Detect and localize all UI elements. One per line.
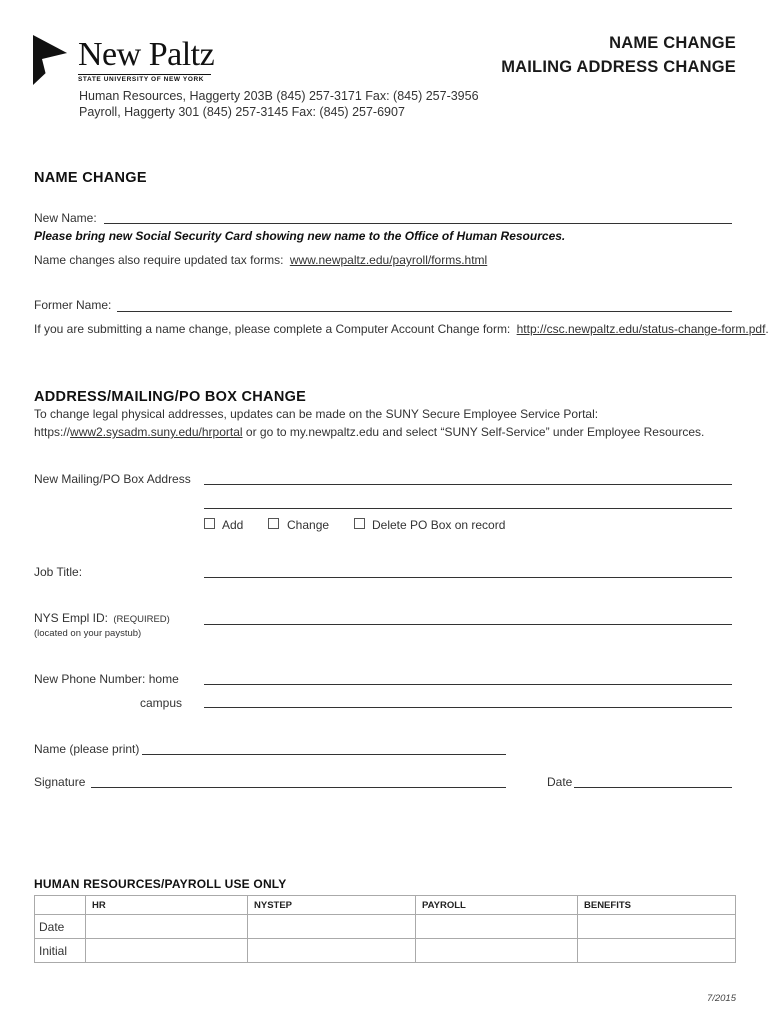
job-title-field[interactable] [204,577,732,578]
mailing-address-field-2[interactable] [204,508,732,509]
logo-name: New Paltz [78,36,215,73]
job-title-label: Job Title: [34,565,83,579]
name-change-heading: NAME CHANGE [34,170,147,186]
date-label: Date [547,775,573,789]
nystep-date-cell[interactable] [248,915,416,939]
column-hr: HR [86,896,248,915]
address-intro-line1: To change legal physical addresses, updates can be made on the SUNY Secure Employee Service Portal: [34,407,599,421]
computer-account-note [34,322,769,336]
office-use-corner [35,896,86,915]
phone-campus-label: campus [140,696,183,710]
print-name-field[interactable] [142,754,506,755]
payroll-contact: Payroll, Haggerty 301 (845) 257-3145 Fax: (845) 257-6907 [79,105,405,119]
payroll-initial-cell[interactable] [416,939,578,963]
payroll-date-cell[interactable] [416,915,578,939]
office-use-header-row [35,896,736,915]
add-option-label: Add [222,518,244,532]
hr-date-cell[interactable] [86,915,248,939]
column-payroll: PAYROLL [416,896,578,915]
date-field[interactable] [574,787,732,788]
tax-forms-link[interactable]: www.newpaltz.edu/payroll/forms.html [289,253,488,267]
change-option-label: Change [287,518,330,532]
logo-emblem-icon [33,35,67,85]
delete-po-box-label: Delete PO Box on record [372,518,506,532]
column-nystep: NYSTEP [248,896,416,915]
table-row [35,915,736,939]
empl-id-text: NYS Empl ID: [34,611,109,625]
logo-subtitle: STATE UNIVERSITY OF NEW YORK [78,76,205,83]
form-title-name-change: NAME CHANGE [609,34,736,52]
tax-forms-note [34,253,487,267]
address-intro-prefix: https:// [34,425,71,439]
row-label-initial: Initial [35,939,86,963]
hr-initial-cell[interactable] [86,939,248,963]
mailing-address-field-1[interactable] [204,484,732,485]
office-use-table [34,895,736,963]
phone-campus-field[interactable] [204,707,732,708]
office-use-heading: HUMAN RESOURCES/PAYROLL USE ONLY [34,877,287,891]
empl-id-required: (REQUIRED) [113,614,170,625]
table-row [35,939,736,963]
phone-home-field[interactable] [204,684,732,685]
new-name-label: New Name: [34,211,97,225]
address-intro-line2 [34,425,704,439]
mailing-address-label: New Mailing/PO Box Address [34,472,191,486]
signature-field[interactable] [91,787,506,788]
empl-id-label [34,611,170,625]
benefits-date-cell[interactable] [578,915,736,939]
address-intro-suffix: or go to my.newpaltz.edu and select “SUNY Self-Service” under Employee Resources. [242,425,705,439]
ssn-note: Please bring new Social Security Card showing new name to the Office of Human Resources. [34,229,566,243]
hr-contact: Human Resources, Haggerty 203B (845) 257-3171 Fax: (845) 257-3956 [79,89,479,103]
new-name-field[interactable] [104,223,732,224]
phone-home-label: New Phone Number: home [34,672,179,686]
computer-account-text: If you are submitting a name change, please complete a Computer Account Change form: [34,322,511,336]
logo-divider [78,74,211,75]
nystep-initial-cell[interactable] [248,939,416,963]
computer-account-period: . [765,322,769,336]
former-name-label: Former Name: [34,298,112,312]
hr-portal-link[interactable]: www2.sysadm.suny.edu/hrportal [70,425,243,439]
column-benefits: BENEFITS [578,896,736,915]
former-name-field[interactable] [117,311,732,312]
tax-forms-text: Name changes also require updated tax forms: [34,253,284,267]
delete-po-box-checkbox[interactable] [354,518,365,529]
computer-account-link[interactable]: http://csc.newpaltz.edu/status-change-form.pdf [516,322,766,336]
form-title-address-change: MAILING ADDRESS CHANGE [501,58,736,76]
signature-label: Signature [34,775,86,789]
revision-date: 7/2015 [706,993,736,1004]
add-checkbox[interactable] [204,518,215,529]
benefits-initial-cell[interactable] [578,939,736,963]
change-checkbox[interactable] [268,518,279,529]
row-label-date: Date [35,915,86,939]
empl-id-note: (located on your paystub) [34,628,142,639]
print-name-label: Name (please print) [34,742,140,756]
address-change-heading: ADDRESS/MAILING/PO BOX CHANGE [34,389,307,405]
empl-id-field[interactable] [204,624,732,625]
